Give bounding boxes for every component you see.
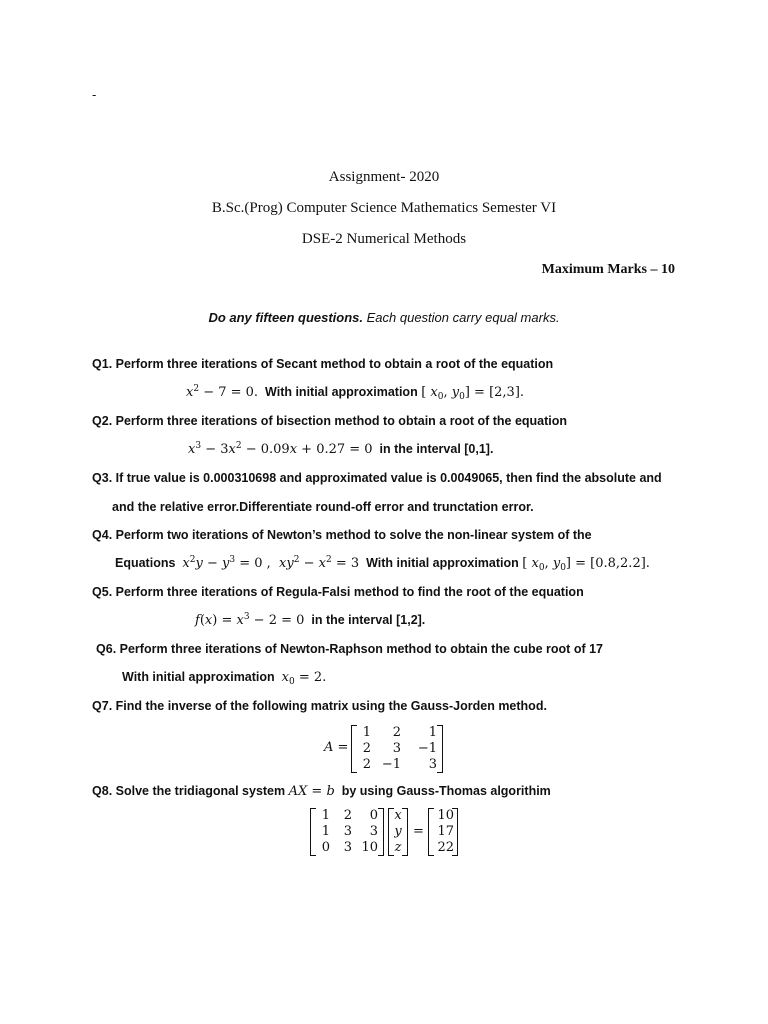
assignment-title: Assignment- 2020 — [328, 169, 440, 185]
question-1-equation — [186, 385, 524, 400]
instructions-bold: Do any fifteen questions. — [208, 310, 364, 325]
variable-vector — [388, 808, 408, 856]
equation: $f(x) = x^3 - 2 = 0$ — [195, 612, 305, 628]
question-number: Q1 — [92, 357, 109, 371]
vector-cell: x — [394, 808, 402, 823]
question-text: . Perform three iterations of bisection method to obtain a root of the equation — [108, 414, 568, 428]
matrix-cell: 3 — [392, 741, 401, 756]
coefficient-grid — [316, 808, 378, 856]
matrix-cell: 2 — [362, 741, 371, 756]
question-number: Q7 — [92, 699, 109, 713]
rhs-grid — [434, 808, 454, 856]
header-dash: - — [92, 88, 97, 102]
initial-approximation: $x_0 = 2$. — [281, 670, 327, 687]
instructions-rest: Each question carry equal marks. — [363, 310, 560, 325]
matrix-cell: 1 — [428, 725, 437, 740]
approximation-value: [2,3]. — [489, 385, 525, 400]
question-tail: by using Gauss-Thomas algorithim — [341, 784, 551, 798]
question-5 — [92, 585, 584, 599]
question-3-line2: and the relative error.Differentiate round-off error and trunctation error. — [112, 500, 534, 514]
vector-cell: 17 — [437, 824, 454, 839]
system-expression: AX — [288, 784, 308, 799]
question-text: . Solve the tridiagonal system — [108, 784, 286, 798]
maximum-marks: Maximum Marks – 10 — [541, 262, 675, 277]
question-4-equation — [115, 556, 650, 571]
system-rhs: b — [326, 784, 335, 799]
matrix-cell: 0 — [369, 808, 378, 823]
matrix-cell: 1 — [321, 808, 330, 823]
matrix-cell: 3 — [369, 824, 378, 839]
matrix-cell: 10 — [361, 840, 378, 855]
vector-cell: z — [394, 840, 402, 855]
matrix-cell: 0 — [321, 840, 330, 855]
question-1 — [92, 357, 553, 371]
equals-sign: = — [413, 824, 424, 839]
approximation-value: [0.8,2.2]. — [590, 556, 650, 571]
vector-cell: 10 — [437, 808, 454, 823]
matrix-cell: 1 — [362, 725, 371, 740]
instructions — [0, 310, 768, 325]
equation-tail: With initial approximation — [366, 556, 519, 570]
right-bracket — [378, 808, 384, 856]
equation-tail: in the interval [1,2]. — [311, 613, 426, 627]
question-5-equation — [195, 613, 425, 628]
matrix-a-label: A = — [324, 740, 349, 755]
matrix-cell: 2 — [392, 725, 401, 740]
rhs-vector — [428, 808, 458, 856]
matrix-cell: 3 — [343, 840, 352, 855]
question-number: Q3 — [92, 471, 109, 485]
question-4 — [92, 528, 592, 542]
question-text: . Perform two iterations of Newton’s method to solve the non-linear system of the — [108, 528, 592, 542]
initial-approximation: [ $x_0$, $y_0$] = — [522, 556, 591, 573]
matrix-cell: −1 — [381, 757, 401, 772]
right-bracket — [452, 808, 458, 856]
matrix-cell: 2 — [362, 757, 371, 772]
equation: $x^3 - 3x^2 - 0.09x + 0.27 = 0$ — [188, 441, 373, 457]
initial-approximation: [ $x_0$, $y_0$] = — [421, 385, 490, 402]
question-6 — [96, 642, 603, 656]
coefficient-matrix — [310, 808, 384, 856]
question-number: Q4 — [92, 528, 109, 542]
equation: $x^2y - y^3 = 0$ , $xy^2 - x^2 = 3$ — [182, 555, 360, 571]
question-2-equation — [188, 442, 493, 457]
question-2 — [92, 414, 567, 428]
question-text: . Find the inverse of the following matrix using the Gauss-Jorden method. — [108, 699, 547, 713]
equation: $x^2 - 7 = 0$. — [186, 384, 259, 400]
matrix-cell: 2 — [343, 808, 352, 823]
question-3 — [92, 471, 662, 485]
question-text: . Perform three iterations of Secant method to obtain a root of the equation — [108, 357, 554, 371]
matrix-cell: 1 — [321, 824, 330, 839]
matrix-a — [351, 725, 443, 773]
matrix-cell: 3 — [428, 757, 437, 772]
question-6-line2 — [122, 670, 326, 685]
question-number: Q2 — [92, 414, 109, 428]
vector-cell: y — [394, 824, 402, 839]
matrix-cell: 3 — [343, 824, 352, 839]
vector-cell: 22 — [437, 840, 454, 855]
matrix-a-grid — [357, 725, 437, 773]
question-number: Q5 — [92, 585, 109, 599]
question-number: Q6 — [96, 642, 113, 656]
right-bracket — [437, 725, 443, 773]
matrix-cell: −1 — [417, 741, 437, 756]
equation-tail: in the interval [0,1]. — [379, 442, 494, 456]
question-text: . Perform three iterations of Newton-Raphson method to obtain the cube root of 17 — [112, 642, 603, 656]
equals-sign: = — [307, 784, 327, 799]
question-number: Q8 — [92, 784, 109, 798]
question-text: . If true value is 0.000310698 and approximated value is 0.0049065, then find the absolute and — [108, 471, 662, 485]
question-7 — [92, 699, 547, 713]
equations-label: Equations — [115, 556, 176, 570]
equation-tail: With initial approximation — [265, 385, 418, 399]
course-title: B.Sc.(Prog) Computer Science Mathematics Semester VI — [211, 200, 557, 216]
right-bracket — [402, 808, 408, 856]
question-text: . Perform three iterations of Regula-Falsi method to find the root of the equation — [108, 585, 584, 599]
equation-tail: With initial approximation — [122, 670, 275, 684]
question-8 — [92, 784, 551, 799]
paper-title: DSE-2 Numerical Methods — [301, 231, 467, 247]
